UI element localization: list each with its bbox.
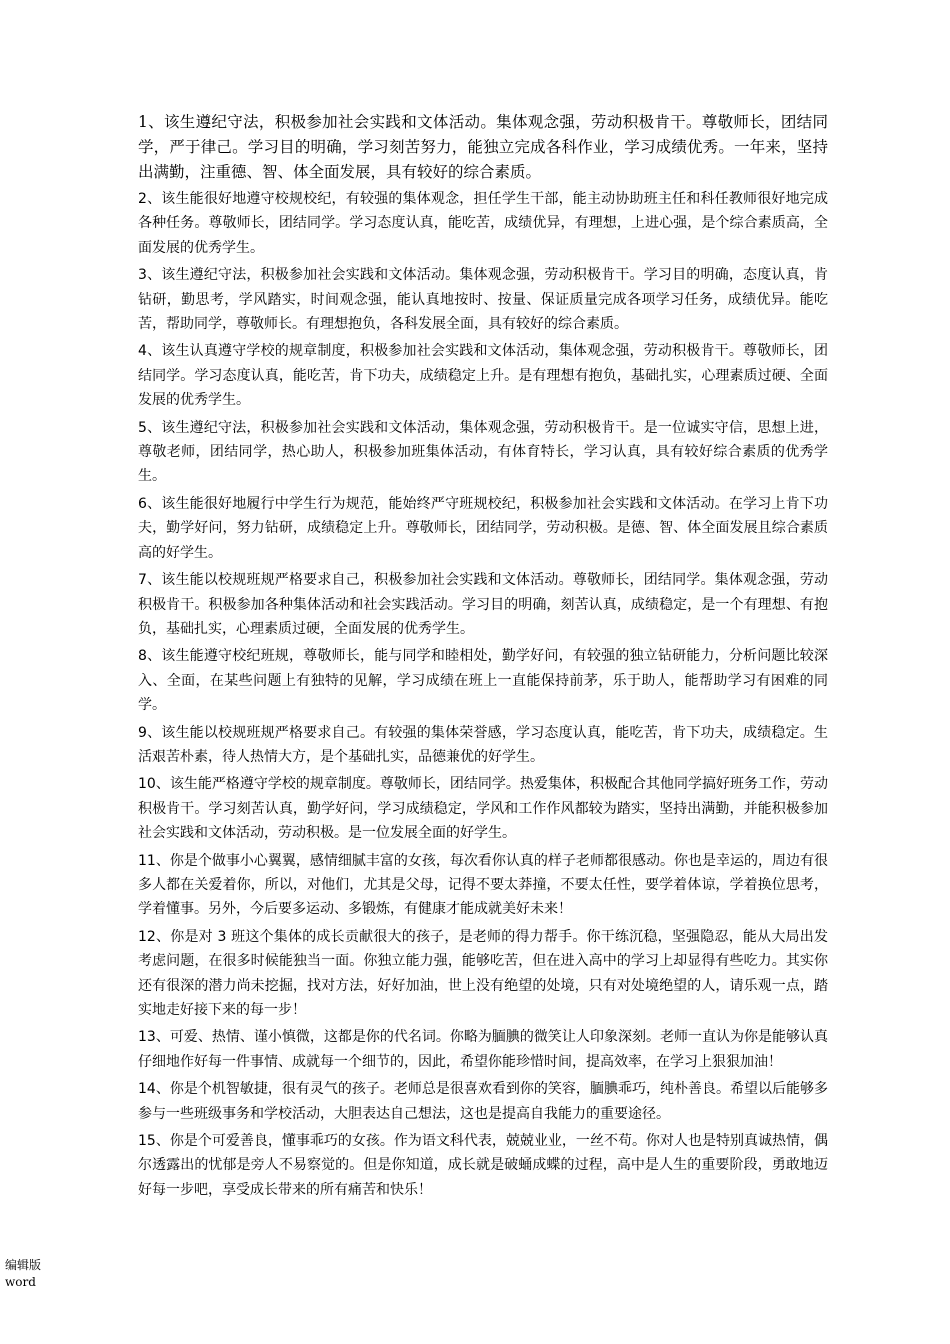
document-body <box>138 110 828 1205</box>
comment-entry-10: 10、该生能严格遵守学校的规章制度。尊敬师长，团结同学。热爱集体，积极配合其他同学搞好班务工作，劳动积极肯干。学习刻苦认真，勤学好问，学习成绩稳定，学风和工作作风都较为踏实，坚持出满勤，并能积极参加社会实践和文体活动，劳动积极。是一位发展全面的好学生。 <box>138 776 828 842</box>
comment-entry-15: 15、你是个可爱善良，懂事乖巧的女孩。作为语文科代表，兢兢业业，一丝不苟。你对人也是特别真诚热情，偶尔透露出的忧郁是旁人不易察觉的。但是你知道，成长就是破蛹成蝶的过程，高中是人生的重要阶段，勇敢地迈好每一步吧，享受成长带来的所有痛苦和快乐！ <box>138 1133 828 1198</box>
comment-entry-4: 4、该生认真遵守学校的规章制度，积极参加社会实践和文体活动，集体观念强，劳动积极肯干。尊敬师长，团结同学。学习态度认真，能吃苦，肯下功夫，成绩稳定上升。是有理想有抱负，基础扎实，心理素质过硬、全面发展的优秀学生。 <box>138 343 828 409</box>
footer-watermark <box>5 1257 41 1291</box>
comment-entry-6: 6、该生能很好地履行中学生行为规范，能始终严守班规校纪，积极参加社会实践和文体活动。在学习上肯下功夫，勤学好问，努力钻研，成绩稳定上升。尊敬师长，团结同学，劳动积极。是德、智、体全面发展且综合素质高的好学生。 <box>138 495 828 561</box>
comment-entry-13: 13、可爱、热情、谨小慎微，这都是你的代名词。你略为腼腆的微笑让人印象深刻。老师一直认为你是能够认真仔细地作好每一件事情、成就每一个细节的，因此，希望你能珍惜时间，提高效率，在学习上狠狠加油！ <box>138 1029 828 1070</box>
comment-entry-5: 5、该生遵纪守法，积极参加社会实践和文体活动，集体观念强，劳动积极肯干。是一位诚实守信，思想上进，尊敬老师，团结同学，热心助人，积极参加班集体活动，有体育特长，学习认真，具有较好综合素质的优秀学生。 <box>138 419 828 485</box>
comment-entry-2: 2、该生能很好地遵守校规校纪，有较强的集体观念，担任学生干部，能主动协助班主任和科任教师很好地完成各种任务。尊敬师长，团结同学。学习态度认真，能吃苦，成绩优异，有理想，上进心强，是个综合素质高，全面发展的优秀学生。 <box>138 191 828 256</box>
comment-entry-9: 9、该生能以校规班规严格要求自己。有较强的集体荣誉感，学习态度认真，能吃苦，肯下功夫，成绩稳定。生活艰苦朴素，待人热情大方，是个基础扎实，品德兼优的好学生。 <box>138 724 828 765</box>
footer-line-edition: 编辑版 <box>5 1258 42 1272</box>
comment-entry-12: 12、你是对 3 班这个集体的成长贡献很大的孩子，是老师的得力帮手。你干练沉稳，坚强隐忍，能从大局出发考虑问题，在很多时候能独当一面。你独立能力强，能够吃苦，但在进入高中的学习上却显得有些吃力。其实你还有很深的潜力尚未挖掘，找对方法，好好加油，世上没有绝望的处境，只有对处境绝望的人，请乐观一点，踏实地走好接下来的每一步！ <box>138 928 828 1018</box>
comment-entry-1: 1、该生遵纪守法，积极参加社会实践和文体活动。集体观念强，劳动积极肯干。尊敬师长，团结同学，严于律己。学习目的明确，学习刻苦努力，能独立完成各科作业，学习成绩优秀。一年来，坚持出满勤，注重德、智、体全面发展，具有较好的综合素质。 <box>138 113 828 181</box>
footer-line-word: word <box>5 1275 36 1289</box>
comment-entry-8: 8、该生能遵守校纪班规，尊敬师长，能与同学和睦相处，勤学好问，有较强的独立钻研能力，分析问题比较深入、全面，在某些问题上有独特的见解，学习成绩在班上一直能保持前茅，乐于助人，能帮助学习有困难的同学。 <box>138 648 828 714</box>
comment-entry-11: 11、你是个做事小心翼翼，感情细腻丰富的女孩，每次看你认真的样子老师都很感动。你也是幸运的，周边有很多人都在关爱着你，所以，对他们，尤其是父母，记得不要太莽撞，不要太任性，要学着体谅，学着换位思考，学着懂事。另外，今后要多运动、多锻炼，有健康才能成就美好未来！ <box>138 852 828 918</box>
comment-entry-7: 7、该生能以校规班规严格要求自己，积极参加社会实践和文体活动。尊敬师长，团结同学。集体观念强，劳动积极肯干。积极参加各种集体活动和社会实践活动。学习目的明确，刻苦认真，成绩稳定，是一个有理想、有抱负，基础扎实，心理素质过硬，全面发展的优秀学生。 <box>138 572 828 637</box>
comment-entry-3: 3、该生遵纪守法，积极参加社会实践和文体活动。集体观念强，劳动积极肯干。学习目的明确，态度认真，肯钻研，勤思考，学风踏实，时间观念强，能认真地按时、按量、保证质量完成各项学习任务，成绩优异。能吃苦，帮助同学，尊敬师长。有理想抱负，各科发展全面，具有较好的综合素质。 <box>138 267 828 333</box>
comment-entry-14: 14、你是个机智敏捷，很有灵气的孩子。老师总是很喜欢看到你的笑容，腼腆乖巧，纯朴善良。希望以后能够多参与一些班级事务和学校活动，大胆表达自己想法，这也是提高自我能力的重要途径。 <box>138 1081 828 1122</box>
